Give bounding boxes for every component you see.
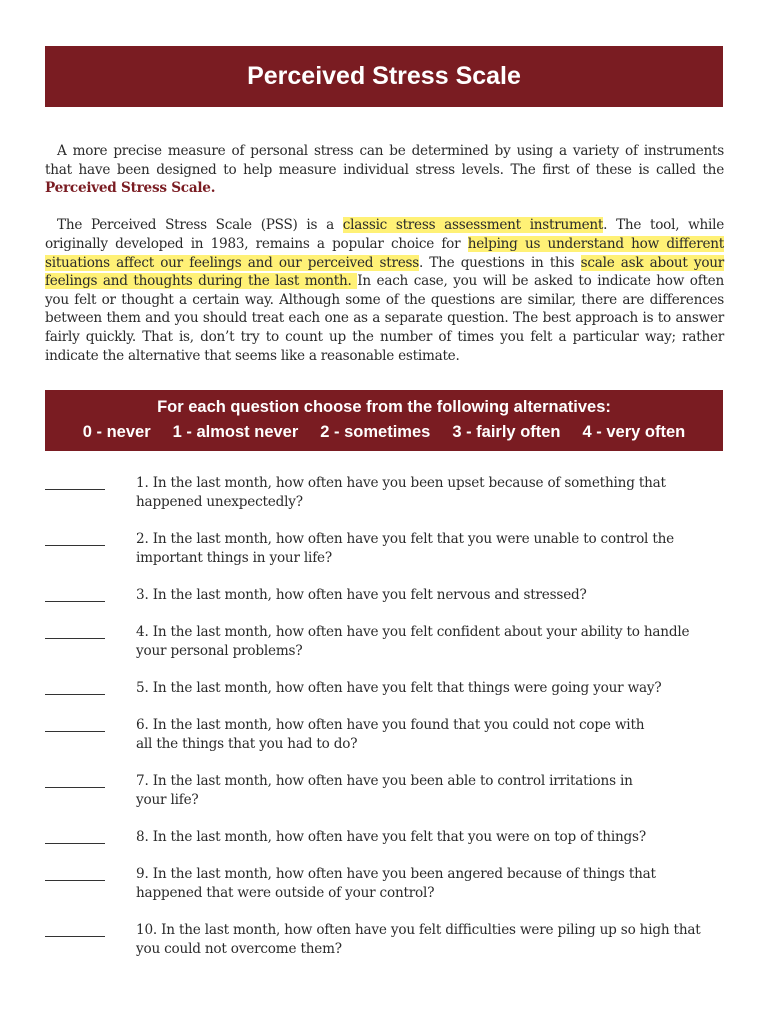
answer-blank[interactable] bbox=[45, 922, 105, 937]
question-item bbox=[45, 865, 725, 902]
option-fairly-often: 3 - fairly often bbox=[452, 423, 561, 441]
intro-p1-text: A more precise measure of personal stress can be determined by using a variety of instruments that have been designed to help measure individual stress levels. The first of these is called the bbox=[45, 143, 724, 178]
intro-p2-seg: . The tool, while originally developed in 1983, remains a popular choice for bbox=[45, 217, 725, 252]
option-never: 0 - never bbox=[82, 423, 151, 441]
answer-blank[interactable] bbox=[45, 475, 105, 490]
question-text: 4. In the last month, how often have you felt confident about your ability to handle your personal problems? bbox=[136, 624, 690, 659]
intro-p2-seg: In each case, you will be asked to indicate how often you felt or thought a certain way. Although some of the questions are similar, there are differences between them and you should treat each one as a separate question. The best approach is to answer fairly quickly. That is, don’t try to count up the number of times you felt a particular way; rather indicate the alternative that seems like a reasonable estimate. bbox=[45, 273, 724, 364]
question-item bbox=[45, 921, 725, 958]
option-almost-never: 1 - almost never bbox=[172, 423, 299, 441]
answer-blank[interactable] bbox=[45, 829, 105, 844]
question-item bbox=[45, 679, 725, 698]
option-sometimes: 2 - sometimes bbox=[320, 423, 431, 441]
intro-p2-seg: . The questions in this bbox=[418, 254, 581, 271]
question-item bbox=[45, 530, 725, 567]
question-text: 5. In the last month, how often have you felt that things were going your way? bbox=[136, 680, 662, 696]
question-text: 2. In the last month, how often have you felt that you were unable to control the important things in your life? bbox=[136, 531, 674, 566]
answer-blank[interactable] bbox=[45, 531, 105, 546]
answer-blank[interactable] bbox=[45, 680, 105, 695]
question-item bbox=[45, 828, 725, 847]
question-text: 7. In the last month, how often have you been able to control irritations in your life? bbox=[136, 773, 633, 808]
alternatives-heading: For each question choose from the following alternatives: bbox=[157, 398, 611, 416]
question-text: 3. In the last month, how often have you felt nervous and stressed? bbox=[136, 587, 587, 603]
page-title: Perceived Stress Scale bbox=[247, 62, 521, 90]
question-text: 10. In the last month, how often have you felt difficulties were piling up so high that you could not overcome them? bbox=[136, 922, 701, 957]
answer-blank[interactable] bbox=[45, 587, 105, 602]
intro-paragraph-1 bbox=[45, 142, 724, 198]
highlight-text: scale ask about your feelings and thoughts during the last month. bbox=[45, 254, 725, 290]
question-item bbox=[45, 623, 725, 660]
highlight-text: helping us understand how different situations affect our feelings and our perceived stress bbox=[45, 235, 724, 271]
scale-name: Perceived Stress Scale. bbox=[45, 180, 216, 197]
question-text: 8. In the last month, how often have you felt that you were on top of things? bbox=[136, 829, 646, 845]
question-item bbox=[45, 772, 725, 809]
answer-blank[interactable] bbox=[45, 773, 105, 788]
option-very-often: 4 - very often bbox=[582, 423, 686, 441]
highlight-text: classic stress assessment instrument bbox=[342, 217, 604, 234]
question-text: 9. In the last month, how often have you been angered because of things that happened that were outside of your control? bbox=[136, 866, 656, 901]
question-item bbox=[45, 716, 725, 753]
alternatives-banner bbox=[45, 390, 723, 451]
question-item bbox=[45, 474, 725, 511]
answer-blank[interactable] bbox=[45, 866, 105, 881]
question-text: 6. In the last month, how often have you found that you could not cope with all the things that you had to do? bbox=[136, 717, 645, 752]
question-item bbox=[45, 586, 725, 605]
intro-paragraph-2 bbox=[45, 216, 724, 365]
alternatives-options bbox=[45, 423, 723, 442]
intro-p2-seg: The Perceived Stress Scale (PSS) is a bbox=[57, 217, 343, 234]
answer-blank[interactable] bbox=[45, 717, 105, 732]
title-banner bbox=[45, 46, 723, 107]
question-text: 1. In the last month, how often have you been upset because of something that happened unexpectedly? bbox=[136, 475, 666, 510]
answer-blank[interactable] bbox=[45, 624, 105, 639]
intro-section bbox=[45, 142, 724, 365]
